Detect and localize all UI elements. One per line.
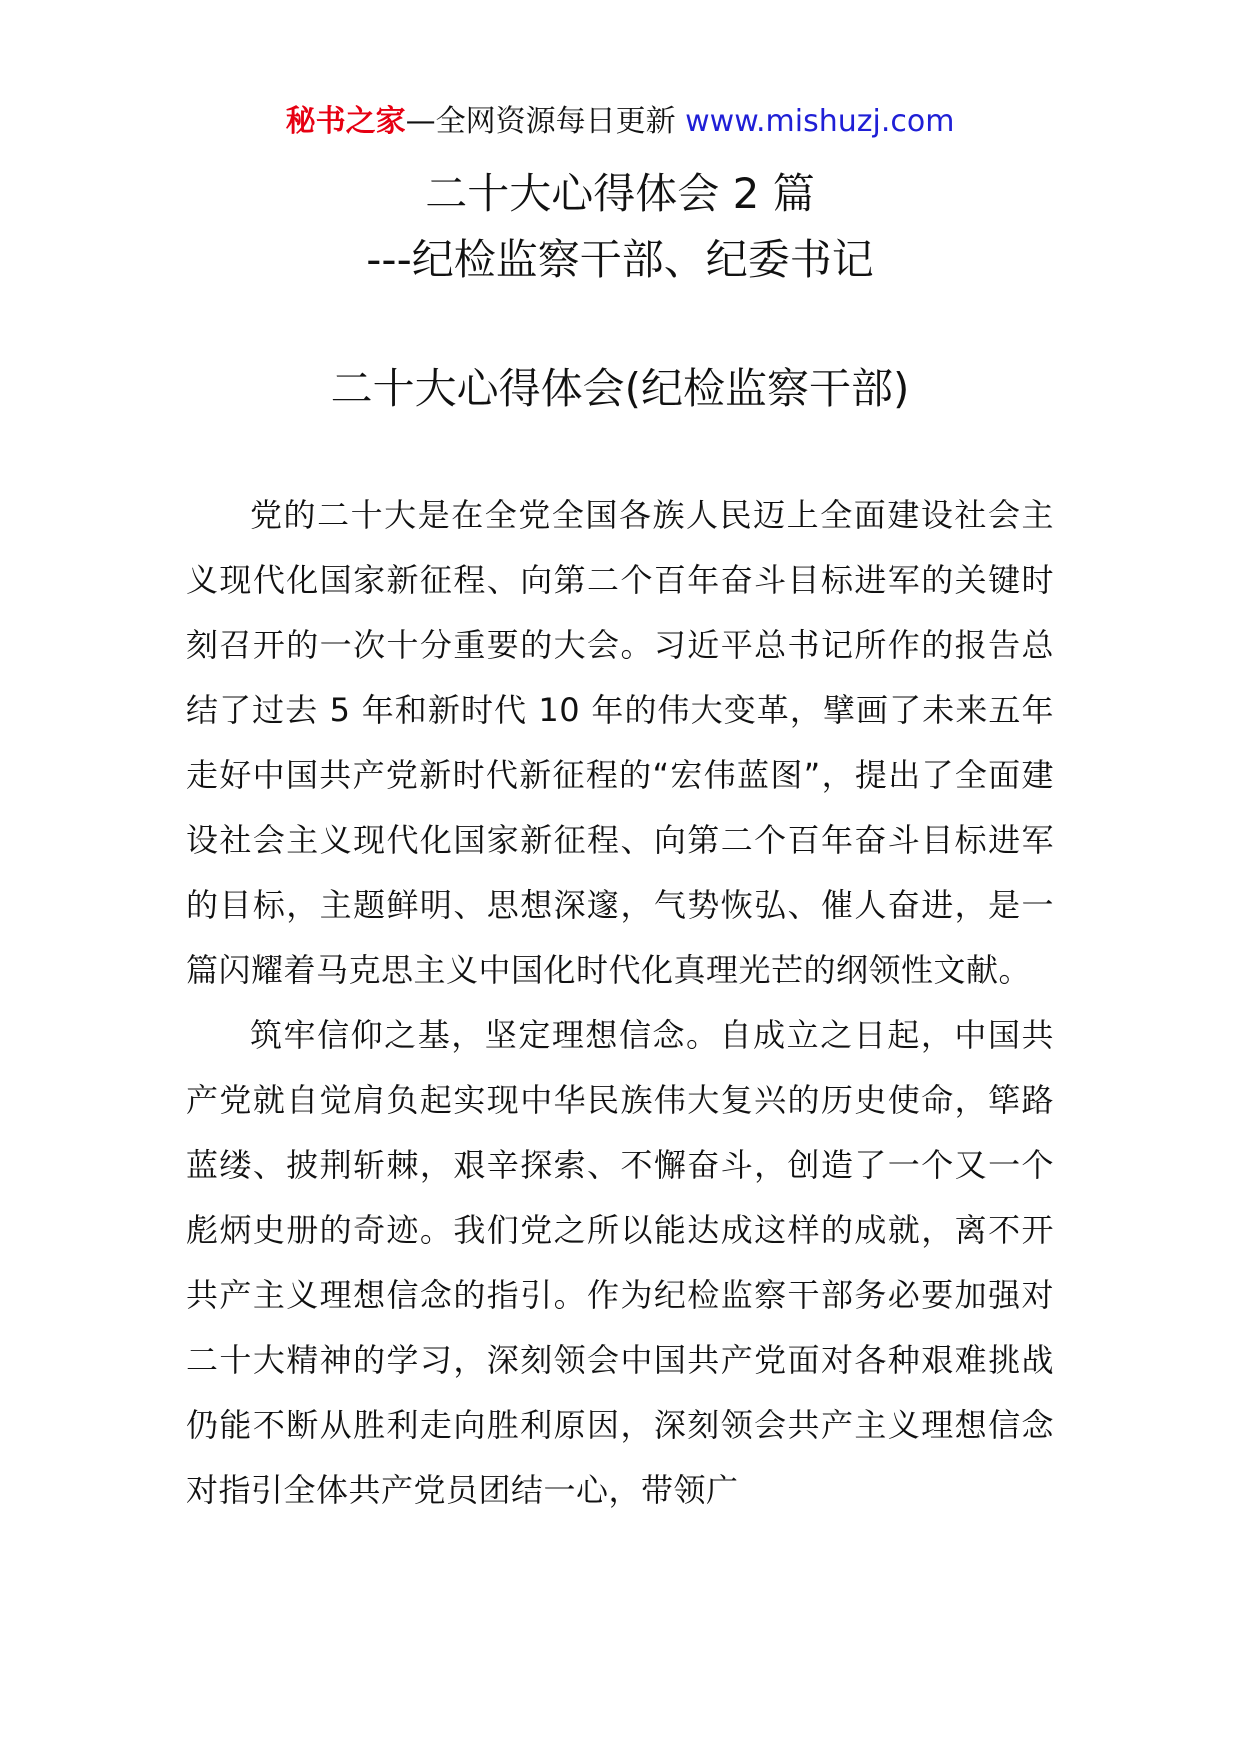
paragraph-2: 筑牢信仰之基，坚定理想信念。自成立之日起，中国共产党就自觉肩负起实现中华民族伟大复兴的历史使命，筚路蓝缕、披荆斩棘，艰辛探索、不懈奋斗，创造了一个又一个彪炳史册的奇迹。我们党之所以能达成这样的成就，离不开共产主义理想信念的指引。作为纪检监察干部务必要加强对二十大精神的学习，深刻领会中国共产党面对各种艰难挑战仍能不断从胜利走向胜利原因，深刻领会共产主义理想信念对指引全体共产党员团结一心，带领广 xyxy=(186,1016,1054,1509)
section-title: 二十大心得体会(纪检监察干部) xyxy=(330,364,910,413)
body-text xyxy=(186,483,1054,1523)
header-tagline: —全网资源每日更新 xyxy=(405,104,686,139)
brand-name: 秘书之家 xyxy=(285,104,406,139)
paragraph-1: 党的二十大是在全党全国各族人民迈上全面建设社会主义现代化国家新征程、向第二个百年奋斗目标进军的关键时刻召开的一次十分重要的大会。习近平总书记所作的报告总结了过去 5 年和新时代 10 年的伟大变革，擘画了未来五年走好中国共产党新时代新征程的“宏伟蓝图”，提出了全面建设社会主义现代化国家新征程、向第二个百年奋斗目标进军的目标，主题鲜明、思想深邃，气势恢弘、催人奋进，是一篇闪耀着马克思主义中国化时代化真理光芒的纲领性文献。 xyxy=(186,496,1054,989)
document-title: 二十大心得体会 2 篇 xyxy=(425,169,815,218)
site-url-link[interactable]: www.mishuzj.com xyxy=(685,104,955,139)
site-header xyxy=(0,100,1240,144)
document-subtitle: ---纪检监察干部、纪委书记 xyxy=(366,235,874,284)
